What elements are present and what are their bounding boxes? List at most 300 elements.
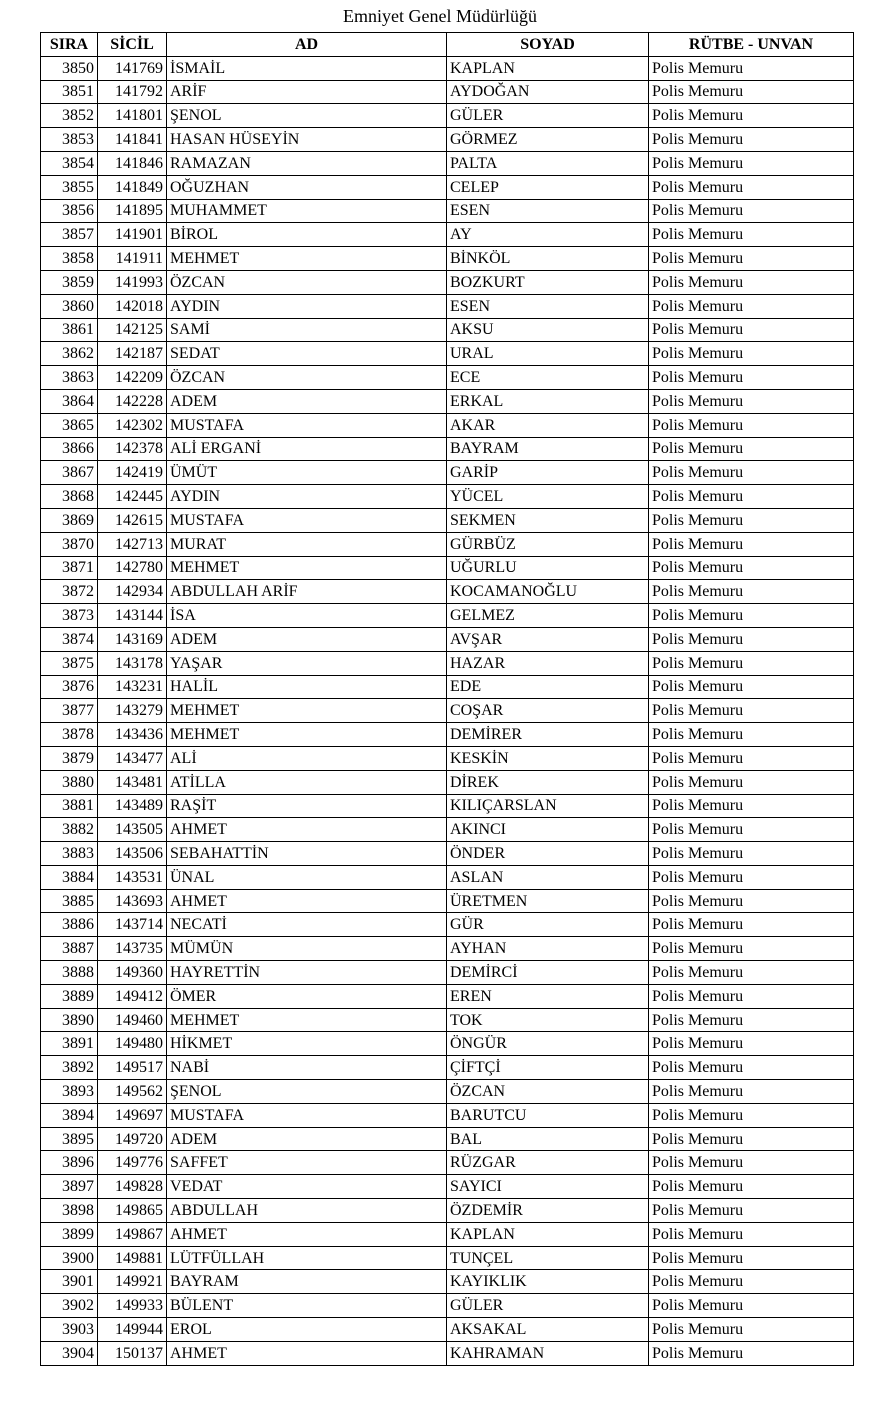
table-row — [41, 1222, 854, 1246]
table-row — [41, 1103, 854, 1127]
sicil-cell: 149881 — [98, 1246, 167, 1270]
sira-cell: 3859 — [41, 270, 98, 294]
table-row — [41, 318, 854, 342]
table-row — [41, 889, 854, 913]
table-row — [41, 532, 854, 556]
table-row — [41, 342, 854, 366]
table-row — [41, 1341, 854, 1365]
table-row — [41, 413, 854, 437]
sira-cell: 3854 — [41, 151, 98, 175]
soyad-cell: CELEP — [447, 175, 649, 199]
ad-cell: MÜMÜN — [167, 937, 447, 961]
table-row — [41, 865, 854, 889]
rutbe-unvan-cell: Polis Memuru — [649, 508, 854, 532]
ad-cell: BAYRAM — [167, 1270, 447, 1294]
soyad-cell: TOK — [447, 1008, 649, 1032]
ad-cell: RAŞİT — [167, 794, 447, 818]
rutbe-unvan-cell: Polis Memuru — [649, 794, 854, 818]
ad-cell: SEBAHATTİN — [167, 842, 447, 866]
personnel-table — [40, 32, 854, 1366]
table-row — [41, 175, 854, 199]
soyad-cell: SAYICI — [447, 1175, 649, 1199]
ad-cell: AHMET — [167, 889, 447, 913]
soyad-cell: AYHAN — [447, 937, 649, 961]
soyad-cell: DİREK — [447, 770, 649, 794]
rutbe-unvan-cell: Polis Memuru — [649, 342, 854, 366]
sira-cell: 3879 — [41, 746, 98, 770]
rutbe-unvan-cell: Polis Memuru — [649, 1056, 854, 1080]
ad-cell: ŞENOL — [167, 1080, 447, 1104]
soyad-cell: ASLAN — [447, 865, 649, 889]
sicil-cell: 143714 — [98, 913, 167, 937]
table-row — [41, 746, 854, 770]
table-row — [41, 485, 854, 509]
soyad-cell: KAPLAN — [447, 1222, 649, 1246]
soyad-cell: YÜCEL — [447, 485, 649, 509]
sira-cell: 3900 — [41, 1246, 98, 1270]
table-row — [41, 1175, 854, 1199]
table-row — [41, 270, 854, 294]
ad-cell: ARİF — [167, 80, 447, 104]
ad-cell: RAMAZAN — [167, 151, 447, 175]
sicil-cell: 142780 — [98, 556, 167, 580]
rutbe-unvan-cell: Polis Memuru — [649, 1151, 854, 1175]
sicil-cell: 149921 — [98, 1270, 167, 1294]
rutbe-unvan-cell: Polis Memuru — [649, 1008, 854, 1032]
ad-cell: MEHMET — [167, 723, 447, 747]
soyad-cell: ECE — [447, 366, 649, 390]
sira-cell: 3896 — [41, 1151, 98, 1175]
ad-cell: BÜLENT — [167, 1294, 447, 1318]
sicil-cell: 142018 — [98, 294, 167, 318]
sicil-cell: 141792 — [98, 80, 167, 104]
soyad-cell: ÜRETMEN — [447, 889, 649, 913]
column-header-sicil: SİCİL — [98, 33, 167, 57]
rutbe-unvan-cell: Polis Memuru — [649, 1222, 854, 1246]
sicil-cell: 141841 — [98, 128, 167, 152]
ad-cell: MUSTAFA — [167, 508, 447, 532]
sira-cell: 3881 — [41, 794, 98, 818]
rutbe-unvan-cell: Polis Memuru — [649, 104, 854, 128]
sicil-cell: 141993 — [98, 270, 167, 294]
table-row — [41, 437, 854, 461]
sira-cell: 3877 — [41, 699, 98, 723]
table-row — [41, 556, 854, 580]
sira-cell: 3855 — [41, 175, 98, 199]
sira-cell: 3894 — [41, 1103, 98, 1127]
table-row — [41, 1151, 854, 1175]
sicil-cell: 142615 — [98, 508, 167, 532]
soyad-cell: KESKİN — [447, 746, 649, 770]
sira-cell: 3869 — [41, 508, 98, 532]
soyad-cell: ESEN — [447, 294, 649, 318]
rutbe-unvan-cell: Polis Memuru — [649, 723, 854, 747]
soyad-cell: ÇİFTÇİ — [447, 1056, 649, 1080]
soyad-cell: BAYRAM — [447, 437, 649, 461]
sicil-cell: 149480 — [98, 1032, 167, 1056]
table-row — [41, 1246, 854, 1270]
sira-cell: 3897 — [41, 1175, 98, 1199]
sicil-cell: 141901 — [98, 223, 167, 247]
sira-cell: 3876 — [41, 675, 98, 699]
soyad-cell: AKINCI — [447, 818, 649, 842]
ad-cell: MEHMET — [167, 247, 447, 271]
rutbe-unvan-cell: Polis Memuru — [649, 1270, 854, 1294]
rutbe-unvan-cell: Polis Memuru — [649, 1080, 854, 1104]
table-row — [41, 961, 854, 985]
sicil-cell: 149828 — [98, 1175, 167, 1199]
rutbe-unvan-cell: Polis Memuru — [649, 270, 854, 294]
ad-cell: ADEM — [167, 627, 447, 651]
sira-cell: 3899 — [41, 1222, 98, 1246]
sira-cell: 3904 — [41, 1341, 98, 1365]
sira-cell: 3852 — [41, 104, 98, 128]
sira-cell: 3880 — [41, 770, 98, 794]
table-row — [41, 128, 854, 152]
rutbe-unvan-cell: Polis Memuru — [649, 80, 854, 104]
sira-cell: 3898 — [41, 1199, 98, 1223]
rutbe-unvan-cell: Polis Memuru — [649, 1103, 854, 1127]
sicil-cell: 142125 — [98, 318, 167, 342]
sicil-cell: 143436 — [98, 723, 167, 747]
soyad-cell: BARUTCU — [447, 1103, 649, 1127]
soyad-cell: AKSU — [447, 318, 649, 342]
ad-cell: OĞUZHAN — [167, 175, 447, 199]
sira-cell: 3858 — [41, 247, 98, 271]
rutbe-unvan-cell: Polis Memuru — [649, 1032, 854, 1056]
sicil-cell: 149697 — [98, 1103, 167, 1127]
table-header-row — [41, 33, 854, 57]
sira-cell: 3890 — [41, 1008, 98, 1032]
soyad-cell: GELMEZ — [447, 604, 649, 628]
sicil-cell: 143505 — [98, 818, 167, 842]
table-row — [41, 461, 854, 485]
ad-cell: AYDIN — [167, 485, 447, 509]
sira-cell: 3878 — [41, 723, 98, 747]
soyad-cell: GARİP — [447, 461, 649, 485]
ad-cell: HALİL — [167, 675, 447, 699]
sira-cell: 3850 — [41, 56, 98, 80]
table-row — [41, 1199, 854, 1223]
rutbe-unvan-cell: Polis Memuru — [649, 627, 854, 651]
table-row — [41, 913, 854, 937]
sira-cell: 3864 — [41, 389, 98, 413]
sira-cell: 3874 — [41, 627, 98, 651]
ad-cell: VEDAT — [167, 1175, 447, 1199]
sicil-cell: 143489 — [98, 794, 167, 818]
rutbe-unvan-cell: Polis Memuru — [649, 1294, 854, 1318]
table-row — [41, 580, 854, 604]
rutbe-unvan-cell: Polis Memuru — [649, 1318, 854, 1342]
ad-cell: AHMET — [167, 1222, 447, 1246]
ad-cell: MEHMET — [167, 556, 447, 580]
soyad-cell: AKAR — [447, 413, 649, 437]
rutbe-unvan-cell: Polis Memuru — [649, 961, 854, 985]
sicil-cell: 143693 — [98, 889, 167, 913]
page-title: Emniyet Genel Müdürlüğü — [343, 6, 537, 26]
ad-cell: HAYRETTİN — [167, 961, 447, 985]
sicil-cell: 149776 — [98, 1151, 167, 1175]
soyad-cell: GÜLER — [447, 104, 649, 128]
sira-cell: 3867 — [41, 461, 98, 485]
sicil-cell: 149460 — [98, 1008, 167, 1032]
sira-cell: 3865 — [41, 413, 98, 437]
ad-cell: ADEM — [167, 1127, 447, 1151]
table-row — [41, 842, 854, 866]
table-row — [41, 366, 854, 390]
ad-cell: EROL — [167, 1318, 447, 1342]
soyad-cell: KAPLAN — [447, 56, 649, 80]
sicil-cell: 150137 — [98, 1341, 167, 1365]
sicil-cell: 143144 — [98, 604, 167, 628]
soyad-cell: DEMİRCİ — [447, 961, 649, 985]
ad-cell: İSA — [167, 604, 447, 628]
soyad-cell: URAL — [447, 342, 649, 366]
soyad-cell: BOZKURT — [447, 270, 649, 294]
table-row — [41, 627, 854, 651]
table-row — [41, 151, 854, 175]
soyad-cell: KILIÇARSLAN — [447, 794, 649, 818]
sira-cell: 3871 — [41, 556, 98, 580]
table-row — [41, 984, 854, 1008]
rutbe-unvan-cell: Polis Memuru — [649, 699, 854, 723]
rutbe-unvan-cell: Polis Memuru — [649, 532, 854, 556]
rutbe-unvan-cell: Polis Memuru — [649, 1341, 854, 1365]
soyad-cell: HAZAR — [447, 651, 649, 675]
table-row — [41, 723, 854, 747]
sira-cell: 3882 — [41, 818, 98, 842]
sicil-cell: 142378 — [98, 437, 167, 461]
soyad-cell: ESEN — [447, 199, 649, 223]
soyad-cell: GÜRBÜZ — [447, 532, 649, 556]
rutbe-unvan-cell: Polis Memuru — [649, 199, 854, 223]
rutbe-unvan-cell: Polis Memuru — [649, 1199, 854, 1223]
table-row — [41, 80, 854, 104]
sicil-cell: 143231 — [98, 675, 167, 699]
ad-cell: NABİ — [167, 1056, 447, 1080]
soyad-cell: AY — [447, 223, 649, 247]
soyad-cell: RÜZGAR — [447, 1151, 649, 1175]
soyad-cell: ÖZCAN — [447, 1080, 649, 1104]
sira-cell: 3883 — [41, 842, 98, 866]
rutbe-unvan-cell: Polis Memuru — [649, 604, 854, 628]
table-row — [41, 223, 854, 247]
sicil-cell: 143531 — [98, 865, 167, 889]
sira-cell: 3851 — [41, 80, 98, 104]
sicil-cell: 143506 — [98, 842, 167, 866]
soyad-cell: BİNKÖL — [447, 247, 649, 271]
sicil-cell: 149720 — [98, 1127, 167, 1151]
sira-cell: 3870 — [41, 532, 98, 556]
rutbe-unvan-cell: Polis Memuru — [649, 1246, 854, 1270]
ad-cell: ALİ — [167, 746, 447, 770]
rutbe-unvan-cell: Polis Memuru — [649, 318, 854, 342]
sira-cell: 3863 — [41, 366, 98, 390]
ad-cell: ÖZCAN — [167, 366, 447, 390]
soyad-cell: GÖRMEZ — [447, 128, 649, 152]
sicil-cell: 142419 — [98, 461, 167, 485]
soyad-cell: AKSAKAL — [447, 1318, 649, 1342]
ad-cell: HASAN HÜSEYİN — [167, 128, 447, 152]
ad-cell: İSMAİL — [167, 56, 447, 80]
rutbe-unvan-cell: Polis Memuru — [649, 1175, 854, 1199]
ad-cell: ADEM — [167, 389, 447, 413]
ad-cell: AHMET — [167, 1341, 447, 1365]
rutbe-unvan-cell: Polis Memuru — [649, 556, 854, 580]
sicil-cell: 142302 — [98, 413, 167, 437]
sira-cell: 3856 — [41, 199, 98, 223]
sicil-cell: 143169 — [98, 627, 167, 651]
rutbe-unvan-cell: Polis Memuru — [649, 842, 854, 866]
sicil-cell: 149360 — [98, 961, 167, 985]
ad-cell: MURAT — [167, 532, 447, 556]
sicil-cell: 149517 — [98, 1056, 167, 1080]
soyad-cell: DEMİRER — [447, 723, 649, 747]
ad-cell: HİKMET — [167, 1032, 447, 1056]
ad-cell: AHMET — [167, 818, 447, 842]
soyad-cell: AYDOĞAN — [447, 80, 649, 104]
sira-cell: 3885 — [41, 889, 98, 913]
soyad-cell: ÖZDEMİR — [447, 1199, 649, 1223]
rutbe-unvan-cell: Polis Memuru — [649, 151, 854, 175]
rutbe-unvan-cell: Polis Memuru — [649, 984, 854, 1008]
rutbe-unvan-cell: Polis Memuru — [649, 366, 854, 390]
table-row — [41, 199, 854, 223]
ad-cell: SEDAT — [167, 342, 447, 366]
sicil-cell: 141849 — [98, 175, 167, 199]
soyad-cell: ERKAL — [447, 389, 649, 413]
rutbe-unvan-cell: Polis Memuru — [649, 389, 854, 413]
table-row — [41, 508, 854, 532]
sira-cell: 3868 — [41, 485, 98, 509]
rutbe-unvan-cell: Polis Memuru — [649, 675, 854, 699]
ad-cell: ŞENOL — [167, 104, 447, 128]
sicil-cell: 149412 — [98, 984, 167, 1008]
table-row — [41, 1008, 854, 1032]
sicil-cell: 149867 — [98, 1222, 167, 1246]
soyad-cell: SEKMEN — [447, 508, 649, 532]
ad-cell: ÖMER — [167, 984, 447, 1008]
sicil-cell: 141846 — [98, 151, 167, 175]
rutbe-unvan-cell: Polis Memuru — [649, 580, 854, 604]
table-row — [41, 247, 854, 271]
ad-cell: MUSTAFA — [167, 413, 447, 437]
column-header-soyad: SOYAD — [447, 33, 649, 57]
ad-cell: ALİ ERGANİ — [167, 437, 447, 461]
sira-cell: 3853 — [41, 128, 98, 152]
sira-cell: 3902 — [41, 1294, 98, 1318]
sicil-cell: 142445 — [98, 485, 167, 509]
sira-cell: 3860 — [41, 294, 98, 318]
sira-cell: 3873 — [41, 604, 98, 628]
soyad-cell: GÜR — [447, 913, 649, 937]
ad-cell: MEHMET — [167, 1008, 447, 1032]
table-row — [41, 818, 854, 842]
ad-cell: BİROL — [167, 223, 447, 247]
sicil-cell: 143279 — [98, 699, 167, 723]
sicil-cell: 149944 — [98, 1318, 167, 1342]
sicil-cell: 143735 — [98, 937, 167, 961]
sira-cell: 3884 — [41, 865, 98, 889]
ad-cell: ABDULLAH — [167, 1199, 447, 1223]
soyad-cell: TUNÇEL — [447, 1246, 649, 1270]
rutbe-unvan-cell: Polis Memuru — [649, 175, 854, 199]
table-row — [41, 770, 854, 794]
sira-cell: 3888 — [41, 961, 98, 985]
table-row — [41, 56, 854, 80]
soyad-cell: EDE — [447, 675, 649, 699]
ad-cell: SAMİ — [167, 318, 447, 342]
sicil-cell: 142187 — [98, 342, 167, 366]
sicil-cell: 142228 — [98, 389, 167, 413]
ad-cell: ÜMÜT — [167, 461, 447, 485]
sira-cell: 3875 — [41, 651, 98, 675]
ad-cell: AYDIN — [167, 294, 447, 318]
rutbe-unvan-cell: Polis Memuru — [649, 1127, 854, 1151]
ad-cell: ABDULLAH ARİF — [167, 580, 447, 604]
soyad-cell: GÜLER — [447, 1294, 649, 1318]
column-header-rutbe-unvan: RÜTBE - UNVAN — [649, 33, 854, 57]
rutbe-unvan-cell: Polis Memuru — [649, 461, 854, 485]
rutbe-unvan-cell: Polis Memuru — [649, 889, 854, 913]
soyad-cell: KOCAMANOĞLU — [447, 580, 649, 604]
sira-cell: 3901 — [41, 1270, 98, 1294]
sira-cell: 3866 — [41, 437, 98, 461]
table-row — [41, 1270, 854, 1294]
sicil-cell: 142209 — [98, 366, 167, 390]
sira-cell: 3887 — [41, 937, 98, 961]
sira-cell: 3903 — [41, 1318, 98, 1342]
rutbe-unvan-cell: Polis Memuru — [649, 818, 854, 842]
rutbe-unvan-cell: Polis Memuru — [649, 223, 854, 247]
column-header-ad: AD — [167, 33, 447, 57]
rutbe-unvan-cell: Polis Memuru — [649, 56, 854, 80]
rutbe-unvan-cell: Polis Memuru — [649, 770, 854, 794]
soyad-cell: COŞAR — [447, 699, 649, 723]
ad-cell: YAŞAR — [167, 651, 447, 675]
ad-cell: MEHMET — [167, 699, 447, 723]
table-row — [41, 1056, 854, 1080]
rutbe-unvan-cell: Polis Memuru — [649, 437, 854, 461]
ad-cell: MUSTAFA — [167, 1103, 447, 1127]
sicil-cell: 143178 — [98, 651, 167, 675]
rutbe-unvan-cell: Polis Memuru — [649, 294, 854, 318]
ad-cell: ÖZCAN — [167, 270, 447, 294]
soyad-cell: AVŞAR — [447, 627, 649, 651]
ad-cell: SAFFET — [167, 1151, 447, 1175]
soyad-cell: PALTA — [447, 151, 649, 175]
table-row — [41, 604, 854, 628]
sira-cell: 3892 — [41, 1056, 98, 1080]
ad-cell: ÜNAL — [167, 865, 447, 889]
table-row — [41, 1318, 854, 1342]
soyad-cell: UĞURLU — [447, 556, 649, 580]
sicil-cell: 149933 — [98, 1294, 167, 1318]
soyad-cell: EREN — [447, 984, 649, 1008]
soyad-cell: ÖNGÜR — [447, 1032, 649, 1056]
sicil-cell: 142934 — [98, 580, 167, 604]
sira-cell: 3893 — [41, 1080, 98, 1104]
table-row — [41, 294, 854, 318]
rutbe-unvan-cell: Polis Memuru — [649, 865, 854, 889]
column-header-sira: SIRA — [41, 33, 98, 57]
table-row — [41, 699, 854, 723]
sicil-cell: 142713 — [98, 532, 167, 556]
table-body — [41, 56, 854, 1365]
sicil-cell: 141911 — [98, 247, 167, 271]
ad-cell: MUHAMMET — [167, 199, 447, 223]
table-row — [41, 104, 854, 128]
